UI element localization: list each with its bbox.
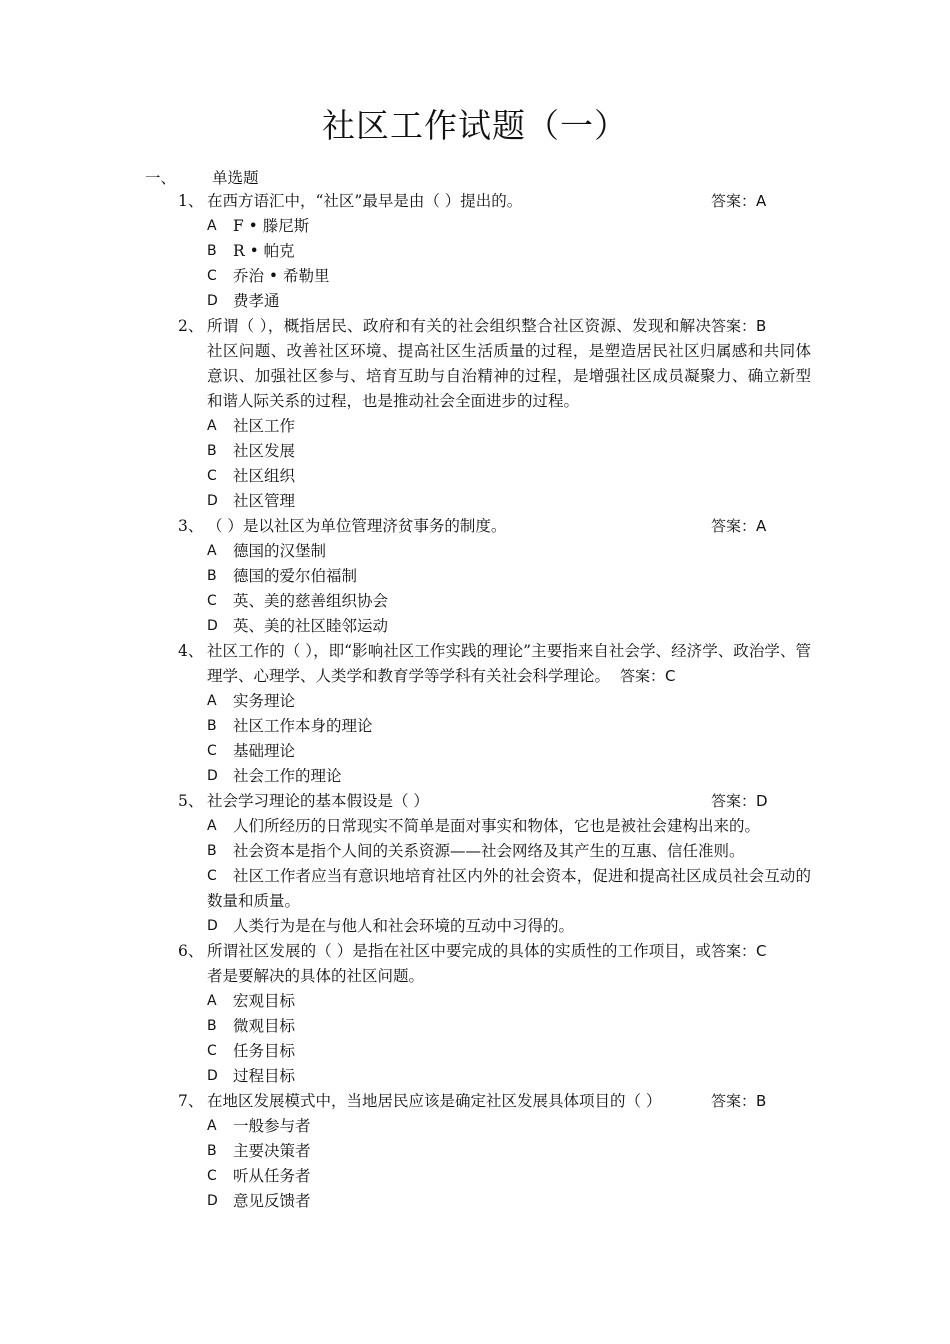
option-text: 一般参与者	[233, 1117, 311, 1135]
option-letter: A	[207, 818, 217, 834]
question-number: 2、	[178, 317, 204, 335]
option-letter: D	[207, 1068, 218, 1084]
option-letter: A	[207, 418, 217, 434]
question-item	[0, 939, 950, 1089]
option-letter: C	[207, 1043, 217, 1059]
option-item	[0, 764, 950, 789]
option-item	[0, 814, 950, 839]
question-list	[0, 189, 950, 1214]
option-text: 英、美的慈善组织协会	[233, 592, 389, 610]
option-letter: A	[207, 218, 217, 234]
option-letter: B	[207, 718, 217, 734]
option-item	[0, 839, 950, 864]
option-item	[0, 489, 950, 514]
question-text	[207, 514, 811, 539]
option-letter: A	[207, 543, 217, 559]
question-stem	[0, 1089, 950, 1114]
answer-label: 答案：A	[711, 192, 767, 210]
option-letter: B	[207, 243, 217, 259]
option-item	[0, 1064, 950, 1089]
option-text: 微观目标	[233, 1017, 296, 1035]
option-item	[0, 689, 950, 714]
option-item	[0, 539, 950, 564]
question-number: 3、	[178, 517, 204, 535]
option-item	[0, 589, 950, 614]
option-letter: C	[207, 743, 217, 759]
option-item	[0, 239, 950, 264]
option-item	[0, 1139, 950, 1164]
option-text: 听从任务者	[233, 1167, 311, 1185]
option-letter: B	[207, 1018, 217, 1034]
question-text	[207, 314, 811, 414]
option-text: 社区组织	[233, 467, 296, 485]
answer-label: 答案：D	[711, 792, 768, 810]
option-text: 社区工作	[233, 417, 296, 435]
option-letter: D	[207, 618, 218, 634]
question-item	[0, 314, 950, 514]
question-text	[207, 939, 811, 989]
document-title: 社区工作试题（一）	[322, 106, 628, 145]
option-item	[0, 739, 950, 764]
question-number: 6、	[178, 942, 204, 960]
option-item	[0, 1114, 950, 1139]
option-item	[0, 914, 950, 939]
option-item	[0, 464, 950, 489]
option-text: 社区工作者应当有意识地培育社区内外的社会资本，促进和提高社区成员社会互动的数量和质量。	[207, 867, 811, 910]
option-text: 社会工作的理论	[233, 767, 342, 785]
answer-label: 答案：C	[711, 942, 767, 960]
question-body: 社会学习理论的基本假设是（ ）	[207, 792, 429, 810]
option-item	[0, 614, 950, 639]
question-text	[207, 639, 811, 689]
question-body: 在地区发展模式中，当地居民应该是确定社区发展具体项目的（ ）	[207, 1092, 662, 1110]
question-number: 7、	[178, 1092, 204, 1110]
option-text: 过程目标	[233, 1067, 296, 1085]
option-text: 费孝通	[233, 292, 280, 310]
option-letter: C	[207, 268, 217, 284]
option-letter: B	[207, 843, 217, 859]
option-text: 宏观目标	[233, 992, 296, 1010]
option-text: 德国的爱尔伯福制	[233, 567, 358, 585]
option-text: 任务目标	[233, 1042, 296, 1060]
option-item	[0, 864, 950, 914]
option-item	[0, 1039, 950, 1064]
question-body: 社区工作的（ ），即“影响社区工作实践的理论”主要指来自社会学、经济学、政治学、管理学、心理学、人类学和教育学等学科有关社会科学理论。	[207, 642, 811, 685]
option-letter: D	[207, 493, 218, 509]
section-title: 单选题	[212, 169, 259, 187]
question-stem	[0, 514, 950, 539]
option-letter: D	[207, 768, 218, 784]
option-text: 社区发展	[233, 442, 296, 460]
option-item	[0, 564, 950, 589]
question-item	[0, 189, 950, 314]
option-item	[0, 414, 950, 439]
option-item	[0, 214, 950, 239]
question-item	[0, 1089, 950, 1214]
question-stem	[0, 189, 950, 214]
option-item	[0, 439, 950, 464]
answer-label: 答案：C	[620, 667, 676, 685]
option-item	[0, 264, 950, 289]
question-item	[0, 639, 950, 789]
option-item	[0, 1164, 950, 1189]
option-text: 社区管理	[233, 492, 296, 510]
option-text: 意见反馈者	[233, 1192, 311, 1210]
option-text: F • 滕尼斯	[233, 217, 310, 235]
option-letter: D	[207, 293, 218, 309]
option-letter: B	[207, 443, 217, 459]
question-body: 所谓（ ），概指居民、政府和有关的社会组织整合社区资源、发现和解决社区问题、改善社区环境、提高社区生活质量的过程，是塑造居民社区归属感和共同体意识、加强社区参与、培育互助与自治精神的过程，是增强社区成员凝聚力、确立新型和谐人际关系的过程，也是推动社会全面进步的过程。	[207, 317, 811, 410]
question-number: 1、	[178, 192, 204, 210]
question-body: （ ）是以社区为单位管理济贫事务的制度。	[207, 517, 507, 535]
option-letter: B	[207, 568, 217, 584]
option-text: 英、美的社区睦邻运动	[233, 617, 389, 635]
question-stem	[0, 939, 950, 989]
question-number: 5、	[178, 792, 204, 810]
option-letter: C	[207, 593, 217, 609]
option-letter: C	[207, 1168, 217, 1184]
option-item	[0, 1189, 950, 1214]
option-letter: C	[207, 468, 217, 484]
option-item	[0, 1014, 950, 1039]
question-text	[207, 1089, 811, 1114]
question-stem	[0, 314, 950, 414]
option-text: 社会资本是指个人间的关系资源——社会网络及其产生的互惠、信任准则。	[233, 842, 745, 860]
question-stem	[0, 789, 950, 814]
option-text: R • 帕克	[233, 242, 295, 260]
question-number: 4、	[178, 642, 204, 660]
option-text: 实务理论	[233, 692, 296, 710]
option-item	[0, 289, 950, 314]
section-number: 一、	[145, 169, 177, 187]
option-text: 社区工作本身的理论	[233, 717, 373, 735]
question-text	[207, 789, 811, 814]
option-letter: D	[207, 918, 218, 934]
option-text: 乔治 • 希勒里	[233, 267, 330, 285]
section-heading	[0, 166, 950, 191]
option-text: 基础理论	[233, 742, 296, 760]
question-body: 所谓社区发展的（ ）是指在社区中要完成的具体的实质性的工作项目，或者是要解决的具体的社区问题。	[207, 942, 711, 985]
option-item	[0, 989, 950, 1014]
answer-label: 答案：A	[711, 517, 767, 535]
question-item	[0, 789, 950, 939]
question-text	[207, 189, 811, 214]
option-text: 人们所经历的日常现实不简单是面对事实和物体，它也是被社会建构出来的。	[233, 817, 761, 835]
option-text: 德国的汉堡制	[233, 542, 327, 560]
answer-label: 答案：B	[711, 1092, 767, 1110]
option-letter: D	[207, 1193, 218, 1209]
question-body: 在西方语汇中，“社区”最早是由（ ）提出的。	[207, 192, 523, 210]
option-text: 人类行为是在与他人和社会环境的互动中习得的。	[233, 917, 575, 935]
option-letter: A	[207, 1118, 217, 1134]
option-letter: A	[207, 993, 217, 1009]
option-item	[0, 714, 950, 739]
option-letter: B	[207, 1143, 217, 1159]
answer-label: 答案：B	[711, 317, 767, 335]
option-text: 主要决策者	[233, 1142, 311, 1160]
question-stem	[0, 639, 950, 689]
option-letter: A	[207, 693, 217, 709]
question-item	[0, 514, 950, 639]
option-letter: C	[207, 868, 217, 884]
